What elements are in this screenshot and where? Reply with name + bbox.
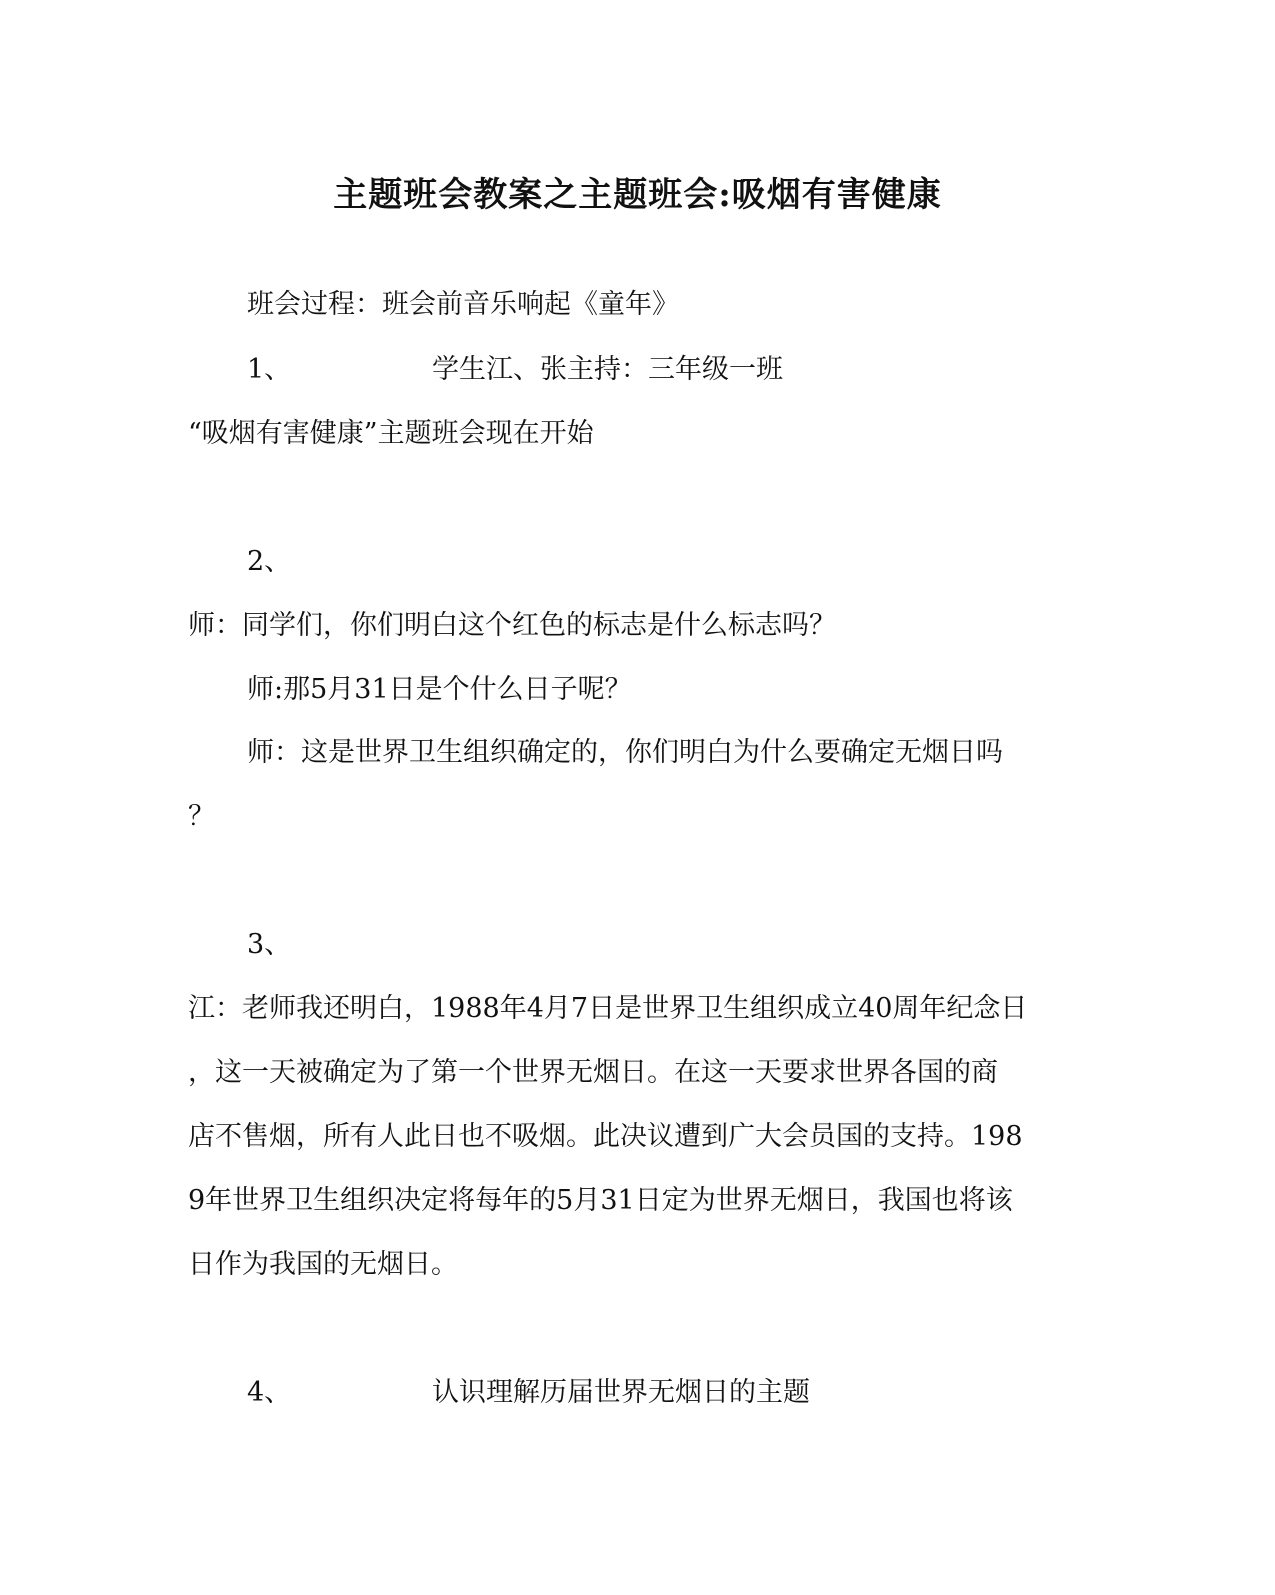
document-title: 主题班会教案之主题班会:吸烟有害健康 [333, 175, 942, 215]
paragraph-line: 认识理解历届世界无烟日的主题 [432, 1377, 810, 1408]
paragraph-line: 班会过程：班会前音乐响起《童年》 [247, 289, 679, 320]
paragraph-line: 学生江、张主持：三年级一班 [432, 354, 783, 385]
item-number: 3、 [247, 929, 292, 960]
paragraph-line: 日作为我国的无烟日。 [188, 1249, 458, 1280]
paragraph-line: 师：同学们，你们明白这个红色的标志是什么标志吗？ [188, 610, 836, 641]
paragraph-line: 店不售烟，所有人此日也不吸烟。此决议遭到广大会员国的支持。198 [188, 1121, 1023, 1152]
paragraph-line: 师:那5月31日是个什么日子呢？ [247, 674, 632, 705]
item-number: 4、 [247, 1377, 292, 1408]
item-number: 2、 [247, 546, 292, 577]
paragraph-line: ？ [188, 801, 215, 832]
paragraph-line: 江：老师我还明白，1988年4月7日是世界卫生组织成立40周年纪念日 [188, 993, 1028, 1024]
item-number: 1、 [247, 354, 292, 385]
paragraph-line: 9年世界卫生组织决定将每年的5月31日定为世界无烟日，我国也将该 [188, 1185, 1013, 1216]
paragraph-line: “吸烟有害健康”主题班会现在开始 [188, 418, 594, 449]
paragraph-line: 师：这是世界卫生组织确定的，你们明白为什么要确定无烟日吗 [247, 737, 1003, 768]
paragraph-line: ，这一天被确定为了第一个世界无烟日。在这一天要求世界各国的商 [188, 1057, 998, 1088]
